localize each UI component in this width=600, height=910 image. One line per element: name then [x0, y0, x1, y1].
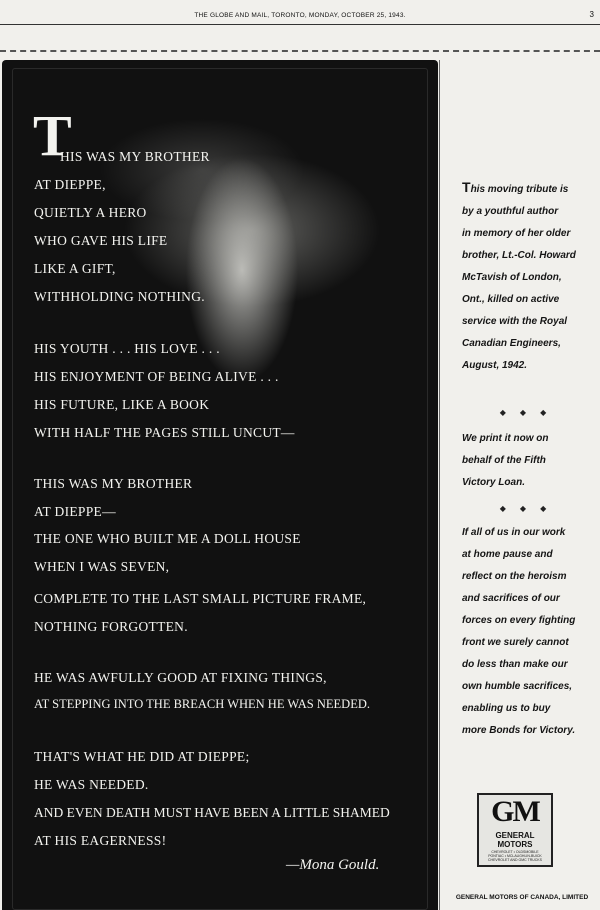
poem-line: LIKE A GIFT,: [34, 261, 116, 276]
ornament-divider: ◆ ◆ ◆: [499, 408, 553, 417]
tribute-line: behalf of the Fifth: [462, 455, 546, 466]
tribute-line: and sacrifices of our: [462, 593, 560, 604]
tribute-line: Canadian Engineers,: [462, 338, 561, 349]
poem-line: HIS ENJOYMENT OF BEING ALIVE . . .: [34, 369, 279, 384]
poem-line: HE WAS NEEDED.: [34, 777, 149, 792]
sponsor-footer: GENERAL MOTORS OF CANADA, LIMITED: [455, 894, 589, 901]
tribute-line: reflect on the heroism: [462, 571, 567, 582]
gm-logo-letters: GM: [491, 795, 539, 828]
gm-logo: [477, 793, 553, 867]
tribute-line: enabling us to buy: [462, 703, 551, 714]
poem-line: THE ONE WHO BUILT ME A DOLL HOUSE: [34, 531, 301, 546]
poem-line: COMPLETE TO THE LAST SMALL PICTURE FRAME,: [34, 591, 367, 606]
tribute-line: by a youthful author: [462, 206, 559, 217]
tribute-line: more Bonds for Victory.: [462, 725, 576, 736]
poem-line: HE WAS AWFULLY GOOD AT FIXING THINGS,: [34, 670, 327, 685]
gm-logo-name: GENERAL MOTORS: [495, 831, 535, 849]
poem-line: NOTHING FORGOTTEN.: [34, 619, 188, 634]
tribute-line: service with the Royal: [462, 316, 568, 327]
top-rule: [0, 24, 600, 25]
tribute-line: We print it now on: [462, 433, 549, 444]
tribute-paragraph-loan: [462, 428, 590, 494]
poem-line: AT HIS EAGERNESS!: [34, 833, 167, 848]
poem-line: HIS YOUTH . . . HIS LOVE . . .: [34, 341, 220, 356]
poem-line: AT DIEPPE,: [34, 177, 106, 192]
tribute-drop-cap: T: [462, 179, 471, 195]
poem-line: QUIETLY A HERO: [34, 205, 147, 220]
tribute-paragraph-intro: [462, 176, 590, 377]
poem-line: AT DIEPPE—: [34, 504, 116, 519]
tribute-line: forces on every fighting: [462, 615, 576, 626]
tribute-line: Ont., killed on active: [462, 294, 560, 305]
poem-line: HIS WAS MY BROTHER: [60, 149, 210, 164]
gm-logo-divisions: CHEVROLET • OLDSMOBILE PONTIAC • MCLAUGHLIN-BUICK CHEVROLET AND GMC TRUCKS: [488, 850, 542, 862]
poem-line: AT STEPPING INTO THE BREACH WHEN HE WAS NEEDED.: [34, 697, 370, 711]
poem-line: THIS WAS MY BROTHER: [34, 476, 193, 491]
tribute-line: front we surely cannot: [462, 637, 569, 648]
column-divider: [439, 60, 440, 910]
ornament-divider: ◆ ◆ ◆: [499, 504, 553, 513]
poem-line: WHO GAVE HIS LIFE: [34, 233, 168, 248]
cut-line: [0, 50, 600, 52]
tribute-line: Victory Loan.: [462, 477, 525, 488]
poem-signature: —Mona Gould.: [286, 857, 380, 873]
poem-line: HIS FUTURE, LIKE A BOOK: [34, 397, 210, 412]
poem-line: WITHHOLDING NOTHING.: [34, 289, 205, 304]
tribute-line: own humble sacrifices,: [462, 681, 573, 692]
tribute-line: brother, Lt.-Col. Howard: [462, 250, 576, 261]
poem-line: WITH HALF THE PAGES STILL UNCUT—: [34, 425, 295, 440]
tribute-line: McTavish of London,: [462, 272, 562, 283]
tribute-line: at home pause and: [462, 549, 553, 560]
poem-drop-cap: T: [33, 103, 72, 168]
poem-line: WHEN I WAS SEVEN,: [34, 559, 170, 574]
tribute-paragraph-appeal: [462, 522, 590, 742]
masthead: THE GLOBE AND MAIL, TORONTO, MONDAY, OCTOBER 25, 1943.: [194, 12, 406, 19]
tribute-line: in memory of her older: [462, 228, 571, 239]
page-number: 3: [589, 10, 594, 19]
poem-line: THAT'S WHAT HE DID AT DIEPPE;: [34, 749, 250, 764]
poem-line: AND EVEN DEATH MUST HAVE BEEN A LITTLE SHAMED: [34, 805, 390, 820]
tribute-line: If all of us in our work: [462, 527, 566, 538]
tribute-line: This moving tribute is: [462, 179, 569, 195]
tribute-line: do less than make our: [462, 659, 568, 670]
tribute-line: August, 1942.: [462, 360, 528, 371]
